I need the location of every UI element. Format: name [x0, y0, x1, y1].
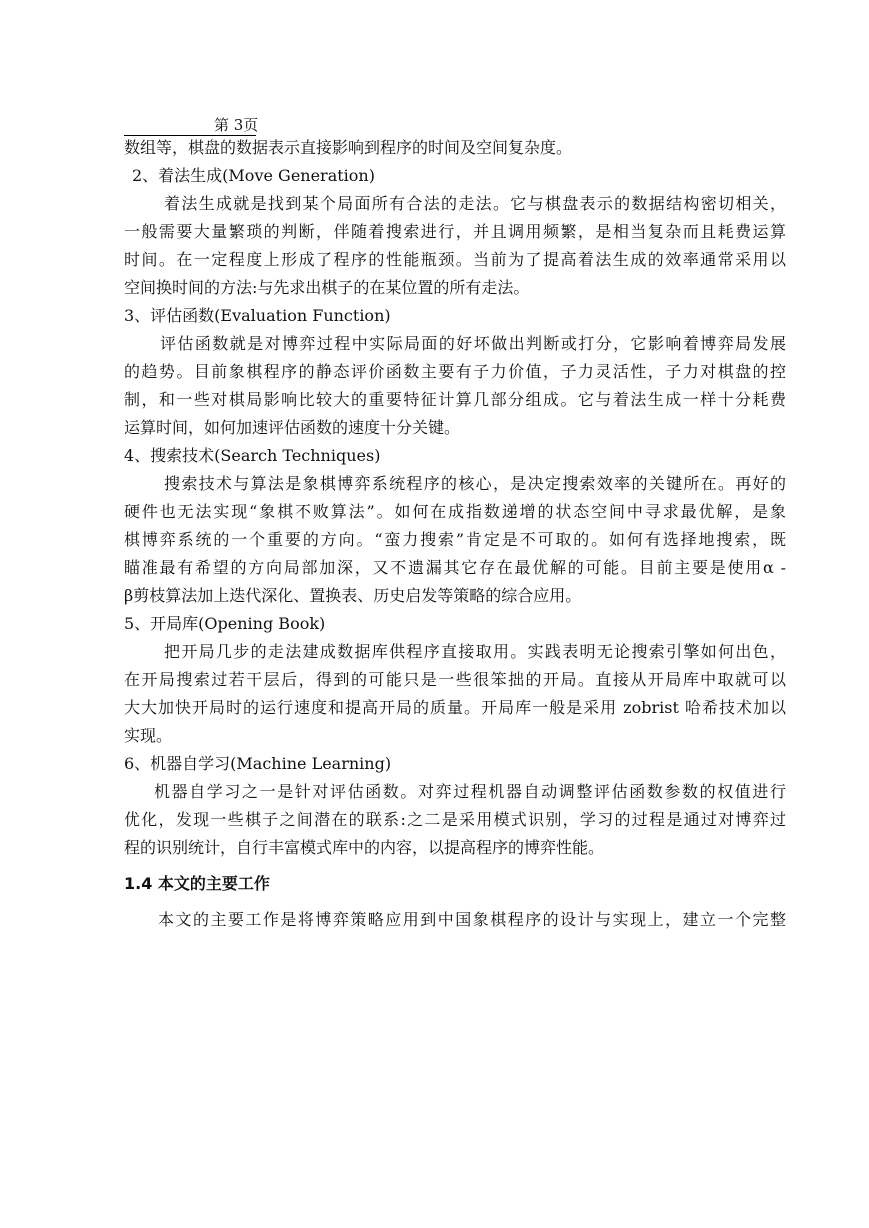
text-line: 着法生成就是找到某个局面所有合法的走法。它与棋盘表示的数据结构密切相关， [164, 194, 786, 213]
section-heading-search-techniques: 4、搜索技术(Search Techniques) [124, 446, 381, 465]
section-heading-machine-learning: 6、机器自学习(Machine Learning) [124, 754, 392, 773]
text-line: 空间换时间的方法:与先求出棋子的在某位置的所有走法。 [124, 278, 530, 297]
text-line: 本文的主要工作是将博弈策略应用到中国象棋程序的设计与实现上，建立一个完整 [158, 910, 786, 929]
text-line: 实现。 [124, 726, 173, 745]
text-line: 机器自学习之一是针对评估函数。对弈过程机器自动调整评估函数参数的权值进行 [154, 782, 786, 801]
text-line: 优化，发现一些棋子之间潜在的联系:之二是采用模式识别，学习的过程是通过对博弈过 [124, 810, 786, 829]
text-line: 瞄准最有希望的方向局部加深，又不遗漏其它存在最优解的可能。目前主要是使用α - [124, 558, 786, 577]
text-line: 制，和一些对棋局影响比较大的重要特征计算几部分组成。它与着法生成一样十分耗费 [124, 390, 786, 409]
section-heading-opening-book: 5、开局库(Opening Book) [124, 614, 326, 633]
page-header [124, 113, 259, 136]
text-line: 数组等，棋盘的数据表示直接影响到程序的时间及空间复杂度。 [124, 138, 573, 157]
section-heading-evaluation-function: 3、评估函数(Evaluation Function) [124, 306, 391, 325]
text-line: 评估函数就是对博弈过程中实际局面的好坏做出判断或打分，它影响着博弈局发展 [160, 334, 786, 353]
text-line: 程的识别统计，自行丰富模式库中的内容，以提高程序的博弈性能。 [124, 838, 605, 857]
text-line: 的趋势。目前象棋程序的静态评价函数主要有子力价值，子力灵活性，子力对棋盘的控 [124, 362, 786, 381]
text-line: 在开局搜索过若干层后，得到的可能只是一些很笨拙的开局。直接从开局库中取就可以 [124, 670, 786, 689]
text-line: 把开局几步的走法建成数据库供程序直接取用。实践表明无论搜索引擎如何出色， [164, 642, 786, 661]
text-line: 一般需要大量繁琐的判断，伴随着搜索进行，并且调用频繁，是相当复杂而且耗费运算 [124, 222, 786, 241]
text-line: 大大加快开局时的运行速度和提高开局的质量。开局库一般是采用 zobrist 哈希技术加以 [124, 698, 786, 717]
text-line: 运算时间，如何加速评估函数的速度十分关键。 [124, 418, 461, 437]
text-line: 硬件也无法实现“象棋不败算法”。如何在成指数递增的状态空间中寻求最优解，是象 [124, 502, 786, 521]
text-line: 搜索技术与算法是象棋博弈系统程序的核心，是决定搜索效率的关键所在。再好的 [164, 474, 786, 493]
text-line: 棋博弈系统的一个重要的方向。“蛮力搜索”肯定是不可取的。如何有选择地搜索，既 [124, 530, 786, 549]
text-line: 时间。在一定程度上形成了程序的性能瓶颈。当前为了提高着法生成的效率通常采用以 [124, 250, 786, 269]
section-heading-move-generation: 2、着法生成(Move Generation) [132, 166, 375, 185]
section-heading-main-work: 1.4 本文的主要工作 [124, 874, 270, 893]
page-number: 第 3页 [214, 116, 259, 134]
text-line: β剪枝算法加上迭代深化、置换表、历史启发等策略的综合应用。 [124, 586, 582, 605]
document-body [124, 134, 786, 934]
